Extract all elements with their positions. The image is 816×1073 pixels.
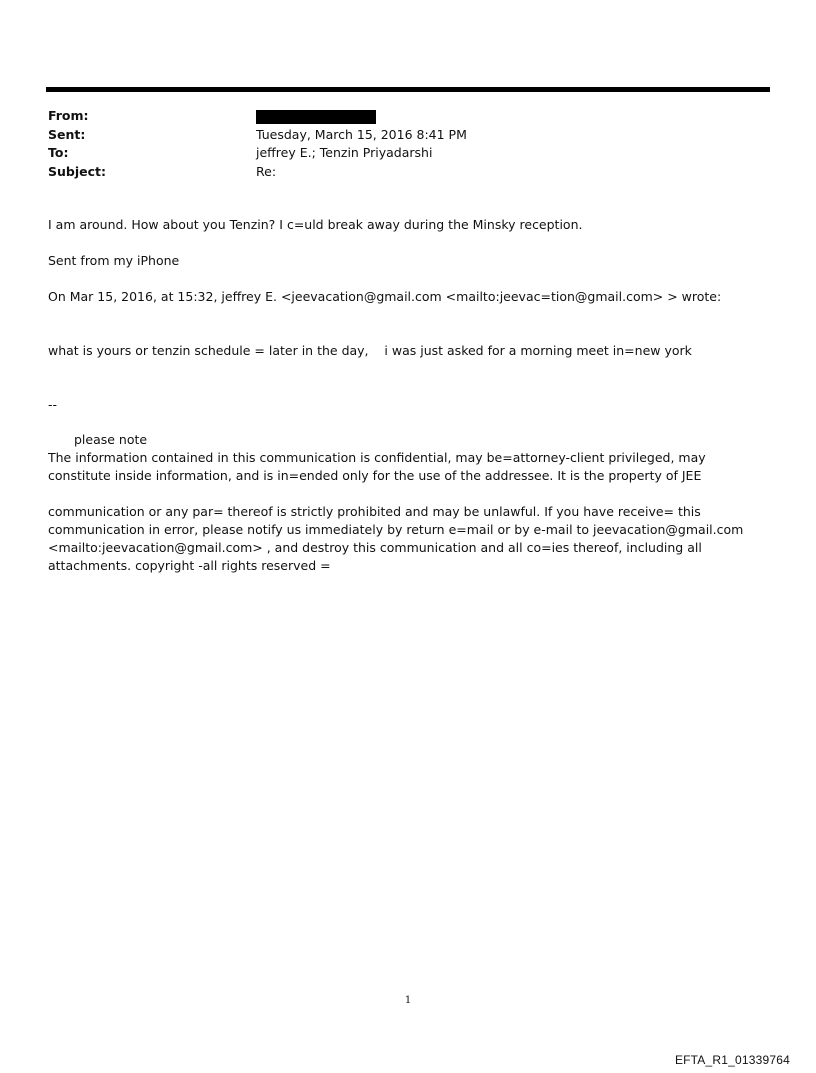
sent-label: Sent: [48, 126, 86, 142]
to-row [48, 144, 748, 163]
redaction-block [256, 110, 376, 124]
signature-separator: -- [48, 397, 58, 412]
sent-row [48, 126, 748, 145]
quote-header: On Mar 15, 2016, at 15:32, jeffrey E. <jeevacation@gmail.com <mailto:jeevac=tion@gmail.com> > wrote: [48, 289, 722, 304]
from-value [256, 107, 748, 126]
message-line: I am around. How about you Tenzin? I c=uld break away during the Minsky reception. [48, 217, 583, 232]
subject-value: Re: [256, 163, 277, 179]
page-number: 1 [404, 995, 412, 1006]
email-header [48, 107, 748, 181]
from-row [48, 107, 748, 126]
subject-row [48, 163, 748, 182]
document-id: EFTA_R1_01339764 [674, 1053, 790, 1067]
subject-label: Subject: [48, 163, 106, 179]
disclaimer-paragraph-1: The information contained in this communication is confidential, may be=attorney-client privileged, may constitute inside information, and is in=ended only for the use of the addressee. It is the property of JEE [48, 450, 706, 483]
message-signature: Sent from my iPhone [48, 253, 180, 268]
to-value: jeffrey E.; Tenzin Priyadarshi [256, 145, 433, 160]
quoted-message: what is yours or tenzin schedule = later in the day, i was just asked for a morning meet in=new york [48, 343, 692, 358]
disclaimer-paragraph-2: communication or any par= thereof is strictly prohibited and may be unlawful. If you have receive= this communication in error, please notify us immediately by return e=mail or by e-mail to jeevacation@gmail.com <mailto:jeevacation@gmail.com> , and destroy this communication and all co=ies thereof, including all attachments. copyright -all rights reserved = [48, 504, 744, 573]
header-divider [46, 87, 770, 92]
please-note: please note [74, 432, 148, 447]
to-label: To: [48, 145, 69, 160]
from-label: From: [48, 108, 89, 123]
sent-value: Tuesday, March 15, 2016 8:41 PM [256, 126, 467, 142]
